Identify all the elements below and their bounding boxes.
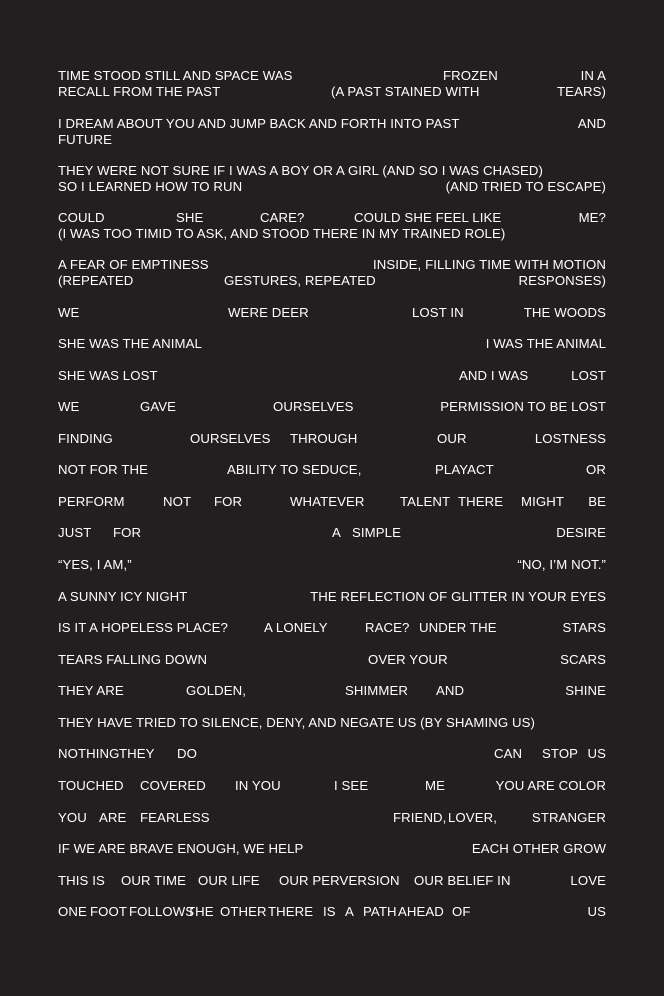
poem-fragment: CAN (494, 746, 523, 761)
poem-fragment: MIGHT (521, 494, 564, 509)
poem-fragment: OUR BELIEF IN (414, 873, 511, 888)
poem-fragment: THE WOODS (523, 305, 606, 320)
poem-fragment: DO (177, 746, 197, 761)
poem-line (58, 163, 606, 179)
poem-fragment: UNDER THE (419, 620, 497, 635)
poem-fragment: TOUCHED (58, 778, 124, 793)
poem-fragment: ME (425, 778, 445, 793)
poem-fragment: I DREAM ABOUT YOU AND JUMP BACK AND FORTH INTO PAST (58, 116, 460, 131)
poem-fragment: OUR PERVERSION (279, 873, 400, 888)
poem-fragment: AHEAD (398, 904, 444, 919)
poem-fragment: THE (187, 904, 214, 919)
poem-fragment: SHINE (565, 683, 606, 698)
poem-fragment: SIMPLE (352, 525, 401, 540)
poem-fragment: LOST (571, 368, 606, 383)
poem-fragment: SO I LEARNED HOW TO RUN (58, 179, 243, 194)
poem-fragment: A (345, 904, 354, 919)
poem-fragment: OVER YOUR (368, 652, 448, 667)
poem-fragment: COULD SHE FEEL LIKE (354, 210, 502, 225)
poem-fragment: FOLLOWS (129, 904, 195, 919)
poem-fragment: EACH OTHER GROW (471, 841, 606, 856)
poem-fragment: TEARS FALLING DOWN (58, 652, 208, 667)
poem-fragment: A (332, 525, 341, 540)
poem-fragment: IN A (580, 68, 606, 83)
poem-fragment: THEY ARE (58, 683, 124, 698)
poem-fragment: TALENT (400, 494, 451, 509)
poem-fragment: IS IT A HOPELESS PLACE? (58, 620, 228, 635)
poem-fragment: (REPEATED (58, 273, 134, 288)
poem-fragment: THEY (119, 746, 155, 761)
poem-fragment: “YES, I AM,” (58, 557, 132, 572)
poem-fragment: ME? (578, 210, 606, 225)
poem-fragment: I WAS THE ANIMAL (485, 336, 606, 351)
poem-line (58, 715, 606, 731)
poem-fragment: RACE? (365, 620, 410, 635)
poem-fragment: AND I WAS (459, 368, 529, 383)
poem-fragment: INSIDE, FILLING TIME WITH MOTION (372, 257, 606, 272)
poem-fragment: OR (586, 462, 606, 477)
poem-fragment: DESIRE (556, 525, 606, 540)
poem-line (58, 336, 606, 352)
poem-fragment: OURSELVES (273, 399, 354, 414)
poem-fragment: SHE WAS LOST (58, 368, 158, 383)
poem-fragment: SHE (176, 210, 204, 225)
poem-fragment: FUTURE (58, 132, 113, 147)
poem-fragment: SHIMMER (345, 683, 408, 698)
poem-fragment: LOVER, (448, 810, 497, 825)
poem-fragment: FRIEND, (393, 810, 447, 825)
poem-fragment: PERMISSION TO BE LOST (440, 399, 606, 414)
poem-fragment: FINDING (58, 431, 113, 446)
poem-fragment: LOSTNESS (534, 431, 606, 446)
poem-fragment: FEARLESS (140, 810, 210, 825)
poem-fragment: PATH (363, 904, 397, 919)
poem-fragment: US (587, 746, 606, 761)
poem-fragment: GOLDEN, (186, 683, 247, 698)
poem-fragment: I SEE (334, 778, 369, 793)
poem-fragment: A SUNNY ICY NIGHT (58, 589, 188, 604)
poem-line (58, 557, 606, 573)
poem-fragment: ONE (58, 904, 87, 919)
poem-fragment: TIME STOOD STILL AND SPACE WAS (58, 68, 293, 83)
poem-fragment: PLAYACT (435, 462, 494, 477)
poem-fragment: OF (452, 904, 471, 919)
poem-fragment: NOTHING (58, 746, 120, 761)
poem-fragment: IN YOU (235, 778, 281, 793)
poem-fragment: THEY WERE NOT SURE IF I WAS A BOY OR A GIRL (AND SO I WAS CHASED) (58, 163, 543, 178)
poem-line (58, 116, 606, 132)
poem-fragment: AND (577, 116, 606, 131)
poem-fragment: US (587, 904, 606, 919)
poem-fragment: WE (58, 399, 80, 414)
poem-fragment: ARE (99, 810, 127, 825)
poem-fragment: (I WAS TOO TIMID TO ASK, AND STOOD THERE IN MY TRAINED ROLE) (58, 226, 506, 241)
poem-fragment: THERE (268, 904, 314, 919)
poem-line (58, 132, 606, 148)
poem-fragment: NOT (163, 494, 192, 509)
poem-fragment: THROUGH (290, 431, 358, 446)
poem-fragment: OTHER (220, 904, 267, 919)
poem-fragment: JUST (58, 525, 92, 540)
poem-fragment: OURSELVES (190, 431, 271, 446)
poem-fragment: GESTURES, REPEATED (224, 273, 376, 288)
poem-fragment: A LONELY (264, 620, 328, 635)
poem-fragment: WHATEVER (290, 494, 365, 509)
poem-fragment: OUR LIFE (198, 873, 260, 888)
poem-fragment: LOVE (570, 873, 606, 888)
poem-fragment: GAVE (140, 399, 177, 414)
poem-fragment: WERE DEER (228, 305, 309, 320)
poem-fragment: A FEAR OF EMPTINESS (58, 257, 209, 272)
poem-fragment: STRANGER (531, 810, 606, 825)
poem-fragment: COVERED (140, 778, 206, 793)
poem-fragment: THERE (458, 494, 504, 509)
poem-fragment: FROZEN (443, 68, 498, 83)
poem-fragment: (A PAST STAINED WITH (331, 84, 480, 99)
poem-fragment: THE REFLECTION OF GLITTER IN YOUR EYES (310, 589, 606, 604)
poem-fragment: YOU ARE COLOR (495, 778, 606, 793)
poem-fragment: COULD (58, 210, 105, 225)
poem-fragment: RECALL FROM THE PAST (58, 84, 221, 99)
poem-fragment: OUR TIME (121, 873, 187, 888)
poem-fragment: “NO, I’M NOT.” (517, 557, 606, 572)
poem-fragment: FOOT (90, 904, 128, 919)
poem-fragment: AND (436, 683, 465, 698)
poem-fragment: (AND TRIED TO ESCAPE) (445, 179, 606, 194)
poem-fragment: THIS IS (58, 873, 105, 888)
poem-fragment: BE (588, 494, 606, 509)
poem-fragment: FOR (113, 525, 142, 540)
poem-fragment: WE (58, 305, 80, 320)
poem-fragment: THEY HAVE TRIED TO SILENCE, DENY, AND NEGATE US (BY SHAMING US) (58, 715, 536, 730)
poem-fragment: RESPONSES) (518, 273, 606, 288)
poem-fragment: TEARS) (557, 84, 606, 99)
poem-fragment: PERFORM (58, 494, 125, 509)
poem-fragment: CARE? (260, 210, 305, 225)
poem-fragment: IF WE ARE BRAVE ENOUGH, WE HELP (58, 841, 304, 856)
poem-fragment: LOST IN (412, 305, 464, 320)
poem-fragment: SCARS (560, 652, 606, 667)
poem-fragment: STARS (562, 620, 606, 635)
poem-fragment: FOR (214, 494, 243, 509)
poem-fragment: YOU (58, 810, 87, 825)
poem-fragment: IS (323, 904, 336, 919)
poem-line (58, 226, 606, 242)
poem-fragment: NOT FOR THE (58, 462, 148, 477)
poem-fragment: SHE WAS THE ANIMAL (58, 336, 202, 351)
poem-fragment: OUR (437, 431, 467, 446)
poem-fragment: ABILITY TO SEDUCE, (227, 462, 362, 477)
poem-fragment: STOP (542, 746, 579, 761)
